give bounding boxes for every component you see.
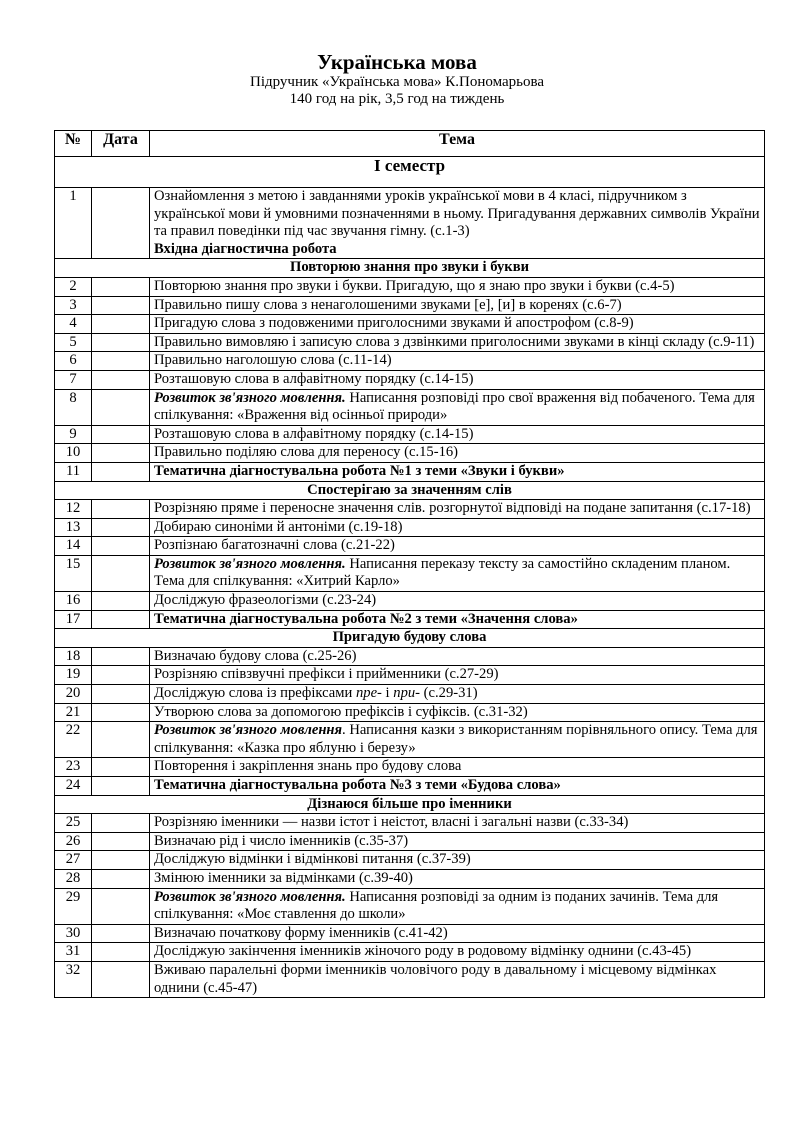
lesson-topic [150,425,765,444]
topic-text: Розрізняю іменники — назви істот і неістот, власні і загальні назви (с.33-34) [154,814,629,831]
section-row [55,629,765,648]
lesson-date [92,758,150,777]
lesson-number: 12 [55,500,92,519]
lesson-number: 13 [55,518,92,537]
table-row [55,647,765,666]
topic-text: Правильно вимовляю і записую слова з дзвінкими приголосними звуками в кінці складу (с.9-11) [154,333,755,350]
table-row [55,425,765,444]
table-row [55,703,765,722]
lesson-date [92,592,150,611]
lesson-topic [150,943,765,962]
lesson-topic [150,888,765,924]
topic-text: Розрізняю пряме і переносне значення слів. розгорнутої відповіді на подане запитання (с.17-18) [154,500,751,517]
table-row [55,961,765,997]
table-row [55,462,765,481]
lesson-number: 24 [55,777,92,796]
table-row [55,722,765,758]
lesson-number: 7 [55,370,92,389]
lesson-topic [150,277,765,296]
topic-text: Досліджую фразеологізми (с.23-24) [154,592,377,609]
table-row [55,758,765,777]
table-row [55,832,765,851]
lesson-number: 6 [55,352,92,371]
lesson-topic [150,758,765,777]
lesson-topic [150,851,765,870]
topic-text: Повторюю знання про звуки і букви. Пригадую, що я знаю про звуки і букви (с.4-5) [154,277,675,294]
lesson-number: 29 [55,888,92,924]
column-header-topic: Тема [150,131,765,157]
topic-text: Досліджую відмінки і відмінкові питання (с.37-39) [154,851,471,868]
semester-row [55,157,765,188]
lesson-topic [150,333,765,352]
topic-text: і [381,685,394,702]
lesson-date [92,832,150,851]
textbook-line: Підручник «Українська мова» К.Пономарьова [249,74,545,90]
lesson-number: 18 [55,647,92,666]
lesson-topic [150,555,765,591]
table-row [55,851,765,870]
lesson-topic [150,500,765,519]
column-header-date: Дата [92,131,150,157]
lesson-date [92,518,150,537]
semester-title: І семестр [55,157,765,188]
table-row [55,537,765,556]
topic-text: Досліджую закінчення іменників жіночого роду в родовому відмінку однини (с.43-45) [154,943,692,960]
topic-text: . Написання казки з використанням порівняльного опису. Тема для спілкування: «Казка про яблуню і березу» [154,722,758,756]
lesson-topic [150,777,765,796]
lesson-topic [150,685,765,704]
lesson-date [92,924,150,943]
lesson-date [92,647,150,666]
table-row [55,814,765,833]
lesson-date [92,425,150,444]
lesson-number: 16 [55,592,92,611]
lesson-number: 5 [55,333,92,352]
topic-text: Тематична діагностувальна робота №2 з теми «Значення слова» [154,610,578,627]
page-title: Українська мова [317,50,477,74]
lesson-number: 28 [55,869,92,888]
topic-text: Утворюю слова за допомогою префіксів і суфіксів. (с.31-32) [154,703,528,720]
lesson-topic [150,647,765,666]
topic-text: Розпізнаю багатозначні слова (с.21-22) [154,537,395,554]
topic-text: Ознайомлення з метою і завданнями уроків української мови в 4 класі, підручником з української мови й умовними позначеннями в ньому. Пригадування державних символів України та правил поведінки під час звучання гімну. (с.1-3) [154,188,760,240]
topic-text: Тематична діагностувальна робота №3 з теми «Будова слова» [154,777,561,793]
topic-text: Написання розповіді за одним із поданих зачинів. Тема для спілкування: «Моє ставлення до школи» [154,888,719,923]
lesson-date [92,555,150,591]
lesson-date [92,444,150,463]
table-row [55,555,765,591]
table-row [55,296,765,315]
lesson-number: 2 [55,277,92,296]
topic-text: Пригадую слова з подовженими приголосними звуками й апострофом (с.8-9) [154,315,634,332]
topic-text: Написання розповіді про свої враження від побаченого. Тема для спілкування: «Враження від осінньої природи» [154,389,755,424]
lesson-number: 11 [55,462,92,481]
topic-text: пре- [355,685,382,702]
table-row [55,500,765,519]
lesson-date [92,500,150,519]
lesson-date [92,462,150,481]
lesson-number: 14 [55,537,92,556]
section-title: Спостерігаю за значенням слів [55,481,765,500]
lesson-date [92,610,150,629]
topic-text: Тематична діагностувальна робота №1 з теми «Звуки і букви» [154,462,565,479]
topic-text: Правильно наголошую слова (с.11-14) [154,352,392,369]
lesson-number: 26 [55,832,92,851]
table-row [55,315,765,334]
table-row [55,666,765,685]
lesson-date [92,703,150,722]
lesson-number: 25 [55,814,92,833]
table-row [55,943,765,962]
topic-text: Розташовую слова в алфавітному порядку (с.14-15) [154,425,474,442]
lesson-topic [150,610,765,629]
lesson-topic [150,315,765,334]
lesson-topic [150,462,765,481]
section-title: Пригадую будову слова [55,629,765,648]
lesson-number: 4 [55,315,92,334]
lesson-date [92,943,150,962]
topic-text: (с.29-31) [420,685,478,702]
lesson-topic [150,444,765,463]
section-row [55,481,765,500]
lesson-number: 22 [55,722,92,758]
lesson-date [92,888,150,924]
table-row [55,444,765,463]
lesson-date [92,370,150,389]
lesson-date [92,188,150,259]
section-title: Дізнаюся більше про іменники [55,795,765,814]
table-row [55,333,765,352]
table-row [55,389,765,425]
lesson-number: 30 [55,924,92,943]
section-row [55,795,765,814]
lesson-date [92,296,150,315]
lesson-topic [150,296,765,315]
table-row [55,518,765,537]
table-row [55,924,765,943]
lesson-date [92,333,150,352]
lesson-topic [150,389,765,425]
section-title: Повторюю знання про звуки і букви [55,259,765,278]
lesson-number: 1 [55,188,92,259]
lesson-date [92,389,150,425]
lesson-topic [150,814,765,833]
table-row [55,370,765,389]
topic-text: Визначаю початкову форму іменників (с.41-42) [154,924,448,941]
table-row [55,188,765,259]
table-row [55,888,765,924]
lesson-number: 27 [55,851,92,870]
topic-text: Розвиток зв'язного мовлення [154,722,343,739]
lesson-topic [150,666,765,685]
topic-text: Вхідна діагностична робота [154,240,337,257]
document-header [0,50,794,108]
topic-text: Розвиток зв'язного мовлення. [154,555,346,572]
table-row [55,685,765,704]
lesson-topic [150,703,765,722]
lesson-number: 20 [55,685,92,704]
table-row [55,869,765,888]
lesson-topic [150,869,765,888]
lesson-date [92,666,150,685]
lesson-date [92,352,150,371]
column-header-number: № [55,131,92,157]
lesson-date [92,869,150,888]
table-row [55,610,765,629]
topic-text: Досліджую слова із префіксами [154,685,356,702]
lesson-topic [150,518,765,537]
lesson-topic [150,924,765,943]
table-row [55,352,765,371]
table-header-row [55,131,765,157]
topic-text: Визначаю будову слова (с.25-26) [154,647,357,664]
lesson-number: 3 [55,296,92,315]
lesson-topic [150,370,765,389]
lesson-topic [150,832,765,851]
lesson-date [92,851,150,870]
topic-text: Визначаю рід і число іменників (с.35-37) [154,832,409,849]
lesson-number: 31 [55,943,92,962]
lesson-number: 10 [55,444,92,463]
lesson-date [92,277,150,296]
topic-text: при- [393,685,421,702]
hours-line: 140 год на рік, 3,5 год на тиждень [289,91,505,107]
lesson-number: 8 [55,389,92,425]
lesson-date [92,685,150,704]
topic-text: Правильно поділяю слова для переносу (с.15-16) [154,444,459,461]
lesson-date [92,537,150,556]
lesson-plan-table [54,130,765,998]
topic-text: Змінюю іменники за відмінками (с.39-40) [154,869,413,886]
table-row [55,277,765,296]
topic-text: Розрізняю співзвучні префікси і прийменники (с.27-29) [154,666,499,683]
lesson-topic [150,352,765,371]
topic-text: Вживаю паралельні форми іменників чоловічого роду в давальному і місцевому відмінках однини (с.45-47) [154,961,717,996]
topic-text: Добираю синоніми й антоніми (с.19-18) [154,518,403,535]
lesson-number: 23 [55,758,92,777]
topic-text: Розвиток зв'язного мовлення. [154,389,346,406]
lesson-number: 17 [55,610,92,629]
table-row [55,592,765,611]
lesson-number: 32 [55,961,92,997]
topic-text: Повторення і закріплення знань про будову слова [154,758,462,775]
topic-text: Розташовую слова в алфавітному порядку (с.14-15) [154,370,474,387]
lesson-date [92,722,150,758]
table-row [55,777,765,796]
lesson-date [92,315,150,334]
lesson-date [92,814,150,833]
lesson-topic [150,722,765,758]
lesson-topic [150,961,765,997]
lesson-date [92,961,150,997]
lesson-topic [150,188,765,259]
lesson-topic [150,592,765,611]
section-row [55,259,765,278]
lesson-topic [150,537,765,556]
topic-text: Правильно пишу слова з ненаголошеними звуками [е], [и] в коренях (с.6-7) [154,296,622,313]
topic-text: Написання переказу тексту за самостійно складеним планом. Тема для спілкування: «Хитрий Карло» [154,555,731,590]
lesson-number: 15 [55,555,92,591]
lesson-number: 9 [55,425,92,444]
topic-text: Розвиток зв'язного мовлення. [154,888,346,905]
lesson-number: 21 [55,703,92,722]
lesson-date [92,777,150,796]
lesson-number: 19 [55,666,92,685]
